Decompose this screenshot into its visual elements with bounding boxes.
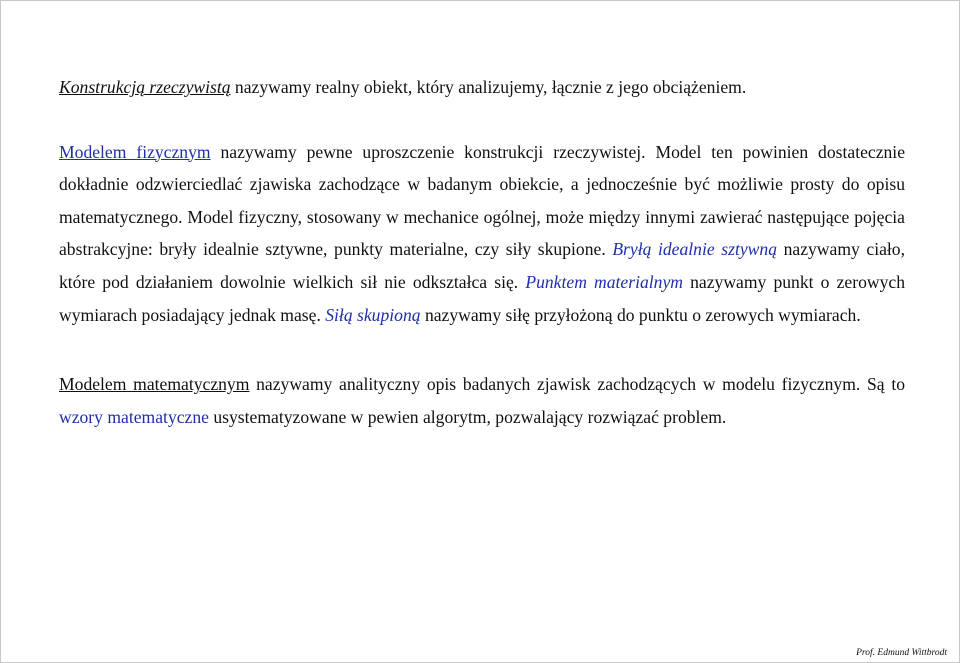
paragraph-text: nazywamy ciało, które pod działaniem dowolnie wielkich sił nie odkształca się. [59,239,905,292]
definition-sila-skupiona: Siłą skupioną [325,304,421,325]
footer-author: Prof. Edmund Wittbrodt [856,648,947,658]
term-model-fizyczny: Modelem fizycznym [59,141,211,162]
paragraph-text: nazywamy punkt o zerowych wymiarach posiadający jednak masę. [59,271,905,325]
paragraph-text: nazywamy analityczny opis badanych zjawisk zachodzących w modelu fizycznym. Są to [249,374,906,395]
paragraph-konstrukcja [59,71,905,104]
paragraph-text: usystematyzowane w pewien algorytm, pozwalający rozwiązać problem. [208,406,727,427]
paragraph-text: nazywamy pewne uproszczenie konstrukcji rzeczywistej. Model ten powinien dostatecznie dokładnie odzwierciedlać zjawiska zachodzące w badanym obiekcie, a jednocześnie być możliwie prosty do opisu matematycznego. Model fizyczny, stosowany w mechanice ogólnej, może między innymi zawierać następujące pojęcia abstrakcyjne: bryły idealnie sztywne, punkty materialne, czy siły skupione. [59,141,906,260]
definition-bryla-sztywna: Bryłą idealnie sztywną [612,239,777,260]
highlight-wzory-matematyczne: wzory matematyczne [59,406,209,427]
paragraph-text: nazywamy realny obiekt, który analizujemy, łącznie z jego obciążeniem. [230,77,747,97]
paragraph-model-fizyczny [59,136,905,332]
paragraph-text: nazywamy siłę przyłożoną do punktu o zerowych wymiarach. [420,304,861,325]
paragraph-model-matematyczny [59,368,905,433]
term-konstrukcja-rzeczywista: Konstrukcją rzeczywistą [59,77,231,97]
document-body [59,71,905,433]
term-model-matematyczny: Modelem matematycznym [59,374,250,395]
definition-punkt-materialny: Punktem materialnym [525,271,683,292]
